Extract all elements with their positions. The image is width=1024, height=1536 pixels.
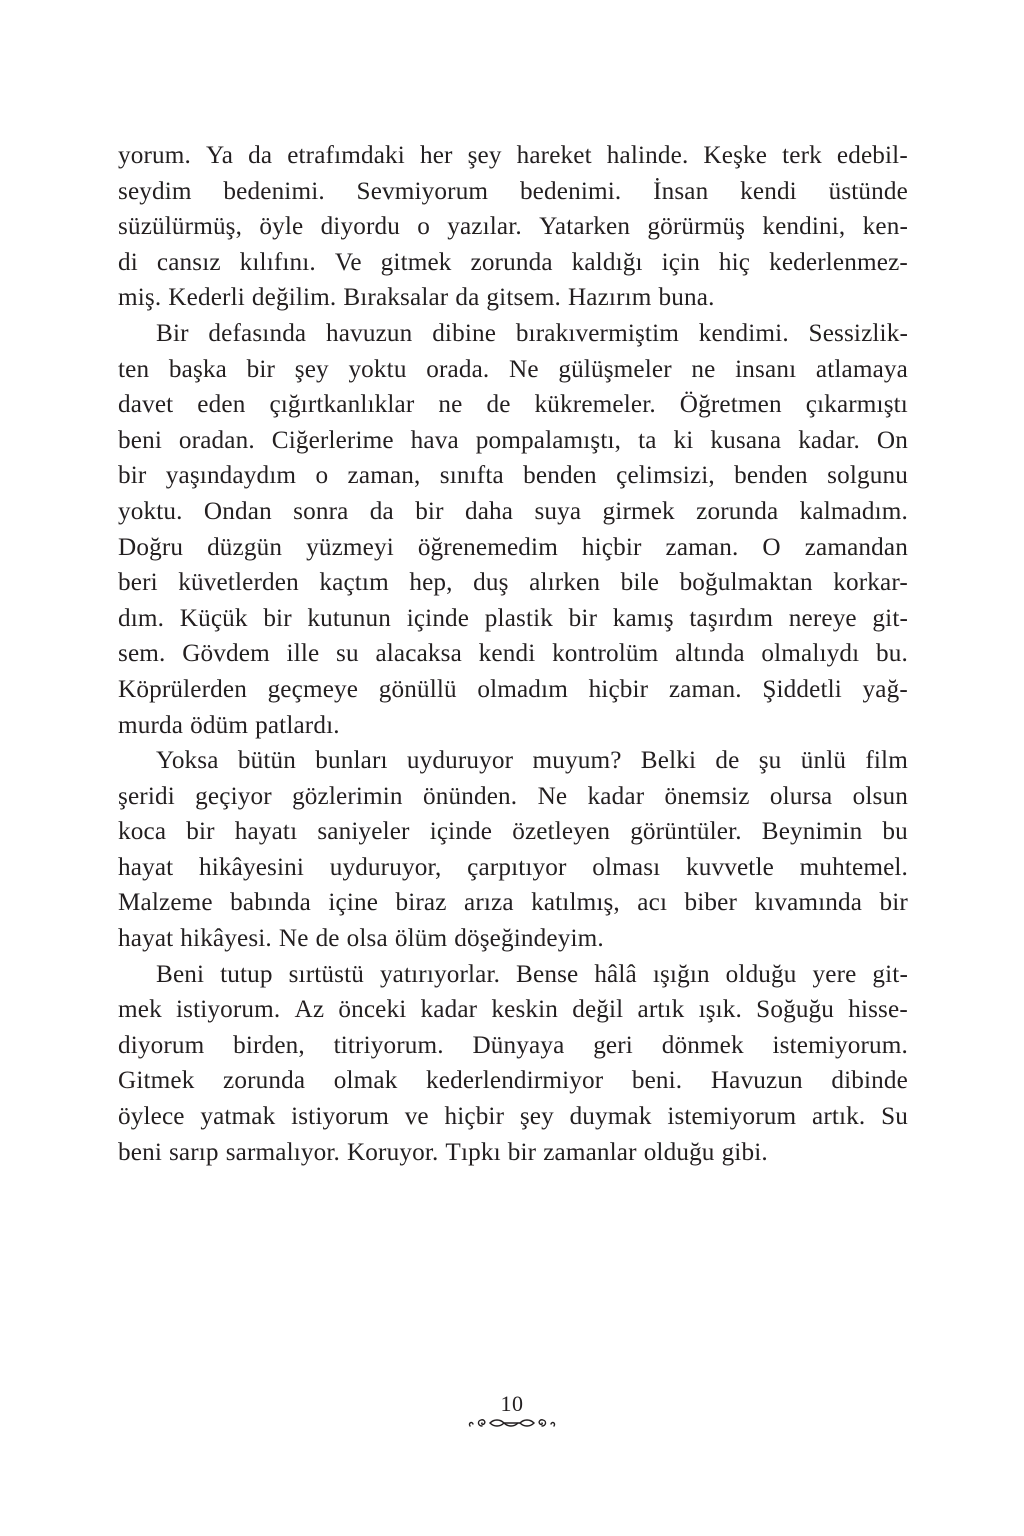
word: duymak	[569, 1103, 652, 1131]
word: Bıraksalar	[343, 284, 449, 312]
word: bütün	[237, 747, 296, 775]
word: özetleyen	[512, 818, 611, 846]
word: benden	[734, 462, 808, 490]
word: değil	[572, 996, 624, 1024]
word: Havuzun	[710, 1067, 803, 1095]
word: ışığın	[652, 960, 710, 988]
word: kılıfını.	[239, 248, 316, 276]
text-line	[118, 316, 908, 352]
word: öğrenemedim	[417, 533, 558, 561]
word: ışık.	[698, 996, 743, 1024]
word: istemiyorum	[667, 1103, 797, 1131]
word: atlamaya	[815, 355, 908, 383]
word: ta	[638, 426, 657, 454]
word: şu	[758, 747, 782, 775]
word: zaman.	[668, 675, 742, 703]
word: ödüm	[190, 711, 249, 739]
word: Yatarken	[539, 213, 631, 241]
word: Koruyor.	[346, 1138, 439, 1166]
word: ille	[286, 640, 320, 668]
word: benden	[523, 462, 597, 490]
word: Su	[881, 1103, 908, 1131]
word: koca	[118, 818, 167, 846]
word: yazılar.	[447, 213, 522, 241]
word: ünlü	[800, 747, 847, 775]
word: önemsiz	[664, 782, 750, 810]
word: bir	[186, 818, 215, 846]
word: sarıp	[168, 1138, 219, 1166]
word: biraz	[395, 889, 447, 917]
word: döşeğindeyim.	[454, 925, 604, 953]
word: bu	[882, 818, 908, 846]
scroll-flourish-icon	[466, 1415, 558, 1431]
word: Köprülerden	[118, 675, 247, 703]
word: git-	[872, 960, 908, 988]
page-footer	[0, 1393, 1024, 1431]
word: bir	[246, 355, 276, 383]
word: beri	[118, 569, 158, 597]
word: Belki	[640, 747, 697, 775]
paragraph	[118, 138, 908, 316]
word: ne	[691, 355, 716, 383]
word: beni.	[631, 1067, 683, 1095]
text-line	[118, 636, 908, 672]
word: öyle	[259, 213, 304, 241]
word: buna.	[658, 284, 715, 312]
word: dibine	[432, 319, 497, 347]
word: eden	[197, 391, 246, 419]
word: Kederli	[168, 284, 245, 312]
word: yaşındaydım	[165, 462, 297, 490]
word: zaman.	[665, 533, 739, 561]
word: ten	[118, 355, 150, 383]
word: gibi.	[721, 1138, 768, 1166]
word: geri	[593, 1031, 633, 1059]
text-line	[118, 494, 908, 530]
text-line	[118, 423, 908, 459]
word: uyduruyor	[406, 747, 514, 775]
paragraph	[118, 316, 908, 743]
word: edebil-	[836, 142, 908, 169]
word: orada.	[426, 355, 490, 383]
word: Az	[294, 996, 325, 1024]
word: bir	[263, 604, 292, 632]
word: Gitmek	[118, 1067, 195, 1095]
word: kontrolüm	[552, 640, 659, 668]
word: terk	[782, 142, 822, 169]
word: olduğu	[725, 960, 797, 988]
word: kaldığı	[571, 248, 643, 276]
word: çelimsizi,	[616, 462, 715, 490]
word: Bir	[156, 319, 189, 347]
word: değilim.	[251, 284, 337, 312]
word: yere	[812, 960, 857, 988]
word: kalmadım.	[799, 497, 908, 525]
word: Doğru	[118, 533, 184, 561]
word: istiyorum.	[175, 996, 281, 1024]
word: di	[118, 248, 138, 276]
word: bedenimi.	[223, 177, 325, 205]
word: zaman,	[347, 462, 421, 490]
text-line	[118, 138, 908, 174]
word: hikâyesi.	[180, 925, 272, 953]
word: On	[876, 426, 908, 454]
word: Sevmiyorum	[356, 177, 489, 205]
text-line	[118, 814, 908, 850]
page-number: 10	[500, 1391, 524, 1416]
word: gitmek	[380, 248, 452, 276]
word: bir	[507, 1138, 537, 1166]
word: yatırıyorlar.	[379, 960, 501, 988]
word: kusana	[710, 426, 782, 454]
word: şey	[519, 1103, 554, 1131]
word: girmek	[602, 497, 675, 525]
word: ölüm	[394, 925, 448, 953]
word: ki	[673, 426, 694, 454]
word: film	[865, 747, 908, 775]
word: daha	[464, 497, 514, 525]
text-line	[118, 174, 908, 210]
word: da	[455, 284, 480, 312]
word: Beynimin	[761, 818, 863, 846]
text-line	[118, 565, 908, 601]
text-line	[118, 209, 908, 245]
word: suya	[534, 497, 582, 525]
word: zorunda	[223, 1067, 306, 1095]
word: görürmüş	[647, 213, 746, 241]
word: patlardı.	[255, 711, 340, 739]
word: geçiyor	[195, 782, 272, 810]
word: diyordu	[320, 213, 400, 241]
text-line	[118, 779, 908, 815]
word: olsun	[852, 782, 908, 810]
word: ve	[404, 1103, 429, 1131]
word: Ne	[537, 782, 568, 810]
word: hayat	[118, 853, 174, 881]
word: olması	[592, 853, 661, 881]
word: yatmak	[200, 1103, 276, 1131]
word: kuvvetle	[686, 853, 774, 881]
word: de	[315, 925, 340, 953]
text-line	[118, 708, 908, 744]
word: solgunu	[827, 462, 908, 490]
text-line	[118, 458, 908, 494]
word: yoktu.	[118, 497, 183, 525]
word: bunları	[315, 747, 388, 775]
word: bir	[879, 889, 908, 917]
word: kadar	[420, 996, 478, 1024]
word: hava	[410, 426, 459, 454]
word: hâlâ	[594, 960, 637, 988]
text-line	[118, 352, 908, 388]
word: kendini,	[762, 213, 846, 241]
word: içinde	[406, 604, 470, 632]
word: altında	[675, 640, 745, 668]
word: sırtüstü	[288, 960, 364, 988]
word: Öğretmen	[679, 391, 782, 419]
text-line	[118, 850, 908, 886]
word: sınıfta	[439, 462, 504, 490]
text-line	[118, 672, 908, 708]
word: cansız	[156, 248, 221, 276]
word: her	[419, 142, 453, 169]
text-line	[118, 743, 908, 779]
word: Ondan	[203, 497, 272, 525]
word: de	[486, 391, 511, 419]
word: miş.	[118, 284, 162, 312]
word: keskin	[491, 996, 559, 1024]
word: yoktu	[348, 355, 407, 383]
word: havuzun	[326, 319, 413, 347]
word: başka	[168, 355, 227, 383]
word: su	[336, 640, 359, 668]
word: plastik	[484, 604, 554, 632]
word: sarmalıyor.	[225, 1138, 340, 1166]
word: Ya	[205, 142, 234, 169]
word: hayat	[118, 925, 174, 953]
word: görüntüler.	[630, 818, 742, 846]
word: alırken	[529, 569, 601, 597]
word: hayatı	[234, 818, 298, 846]
text-line	[118, 601, 908, 637]
word: pompalamıştı,	[475, 426, 622, 454]
text-line	[118, 992, 908, 1028]
word: bir	[415, 497, 444, 525]
text-line	[118, 1063, 908, 1099]
text-line	[118, 530, 908, 566]
word: ken-	[862, 213, 908, 241]
word: istiyorum	[291, 1103, 389, 1131]
text-line	[118, 1099, 908, 1135]
word: gönüllü	[378, 675, 457, 703]
word: Yoksa	[156, 747, 219, 775]
text-line	[118, 280, 908, 316]
word: Gövdem	[182, 640, 270, 668]
word: İnsan	[653, 177, 709, 205]
word: artık	[637, 996, 685, 1024]
word: Keşke	[703, 142, 768, 169]
word: hikâyesini	[198, 853, 305, 881]
word: beni	[118, 426, 162, 454]
word: dım.	[118, 604, 165, 632]
word: zamandan	[804, 533, 908, 561]
word: alacaksa	[375, 640, 462, 668]
word: artık.	[812, 1103, 866, 1131]
word: şey	[467, 142, 502, 169]
word: gözlerimin	[292, 782, 403, 810]
word: Beni	[156, 960, 205, 988]
word: ne	[438, 391, 463, 419]
word: yüzmeyi	[306, 533, 394, 561]
word: öylece	[118, 1103, 185, 1131]
word: yorum.	[118, 142, 191, 169]
word: kendi	[478, 640, 536, 668]
word: hiçbir	[444, 1103, 505, 1131]
word: hareket	[516, 142, 592, 169]
word: yağ-	[862, 675, 908, 703]
word: Ve	[334, 248, 362, 276]
word: de	[715, 747, 740, 775]
word: sem.	[118, 640, 166, 668]
word: gülüşmeler	[558, 355, 672, 383]
word: Ciğerlerime	[271, 426, 394, 454]
word: taşırdım	[689, 604, 774, 632]
word: da	[248, 142, 273, 169]
word: için	[661, 248, 700, 276]
body-text	[118, 138, 908, 1170]
word: muhtemel.	[799, 853, 908, 881]
word: korkar-	[833, 569, 908, 597]
word: kamış	[612, 604, 674, 632]
word: o	[315, 462, 329, 490]
word: kadar.	[798, 426, 860, 454]
word: Küçük	[179, 604, 248, 632]
word: kendimi.	[698, 319, 789, 347]
word: şey	[294, 355, 329, 383]
word: kükremeler.	[534, 391, 656, 419]
word: içinde	[429, 818, 493, 846]
text-line	[118, 1135, 908, 1171]
word: kadar	[587, 782, 645, 810]
word: beni	[118, 1138, 162, 1166]
word: Malzeme	[118, 889, 213, 917]
text-line	[118, 387, 908, 423]
text-line	[118, 245, 908, 281]
word: acı	[637, 889, 668, 917]
word: hisse-	[848, 996, 908, 1024]
text-line	[118, 1028, 908, 1064]
word: Şiddetli	[762, 675, 842, 703]
word: dönmek	[661, 1031, 744, 1059]
word: saniyeler	[317, 818, 410, 846]
word: uyduruyor,	[329, 853, 442, 881]
word: boğulmaktan	[679, 569, 813, 597]
word: katılmış,	[531, 889, 620, 917]
word: hiçbir	[581, 533, 642, 561]
word: hiç	[718, 248, 751, 276]
word: çığırtkanlıklar	[269, 391, 415, 419]
word: duş	[473, 569, 509, 597]
word: hep,	[409, 569, 453, 597]
word: olmadım	[477, 675, 568, 703]
word: Hazırım	[567, 284, 652, 312]
word: diyorum	[118, 1031, 205, 1059]
word: muyum?	[532, 747, 622, 775]
word: düzgün	[207, 533, 283, 561]
word: seydim	[118, 177, 192, 205]
word: çıkarmıştı	[805, 391, 908, 419]
word: oradan.	[178, 426, 255, 454]
word: hiçbir	[588, 675, 649, 703]
word: kaçtım	[319, 569, 389, 597]
word: nereye	[788, 604, 857, 632]
word: halinde.	[606, 142, 689, 169]
word: kederlenmez-	[769, 248, 908, 276]
paragraph	[118, 957, 908, 1171]
word: O	[762, 533, 781, 561]
word: zorunda	[470, 248, 553, 276]
text-line	[118, 885, 908, 921]
word: olmak	[333, 1067, 398, 1095]
word: kıvamında	[754, 889, 863, 917]
word: tutup	[220, 960, 273, 988]
word: insanı	[735, 355, 797, 383]
word: olsa	[346, 925, 388, 953]
word: davet	[118, 391, 174, 419]
word: önceki	[338, 996, 407, 1024]
word: da	[369, 497, 394, 525]
word: defasında	[208, 319, 307, 347]
word: Ne	[278, 925, 309, 953]
word: Sessizlik-	[808, 319, 908, 347]
word: git-	[872, 604, 908, 632]
word: birden,	[233, 1031, 305, 1059]
word: geçmeye	[267, 675, 359, 703]
word: süzülürmüş,	[118, 213, 243, 241]
word: o	[417, 213, 430, 241]
word: şeridi	[118, 782, 175, 810]
word: gitsem.	[486, 284, 561, 312]
word: zamanlar	[543, 1138, 637, 1166]
word: zorunda	[696, 497, 779, 525]
word: olduğu	[643, 1138, 715, 1166]
word: bedenimi.	[519, 177, 622, 205]
word: murda	[118, 711, 184, 739]
word: istemiyorum.	[772, 1031, 908, 1059]
word: Dünyaya	[472, 1031, 565, 1059]
word: kutunun	[307, 604, 392, 632]
word: Soğuğu	[756, 996, 835, 1024]
word: Bense	[516, 960, 579, 988]
word: kederlendirmiyor	[426, 1067, 604, 1095]
word: çarpıtıyor	[467, 853, 567, 881]
word: üstünde	[828, 177, 908, 205]
word: önünden.	[423, 782, 518, 810]
text-line	[118, 921, 908, 957]
word: bir	[118, 462, 147, 490]
word: olursa	[769, 782, 833, 810]
text-line	[118, 957, 908, 993]
word: kendi	[740, 177, 797, 205]
word: içine	[328, 889, 379, 917]
word: olmalıydı	[761, 640, 860, 668]
word: bile	[620, 569, 660, 597]
word: mek	[118, 996, 162, 1024]
word: bırakıvermiştim	[515, 319, 679, 347]
word: küvetlerden	[178, 569, 299, 597]
word: biber	[684, 889, 738, 917]
word: etrafımdaki	[287, 142, 405, 169]
word: bu.	[875, 640, 908, 668]
word: Tıpkı	[445, 1138, 501, 1166]
word: babında	[230, 889, 311, 917]
paragraph	[118, 743, 908, 957]
word: Ne	[509, 355, 539, 383]
word: arıza	[463, 889, 514, 917]
word: titriyorum.	[333, 1031, 444, 1059]
word: bir	[568, 604, 598, 632]
word: dibinde	[831, 1067, 908, 1095]
word: sonra	[293, 497, 349, 525]
